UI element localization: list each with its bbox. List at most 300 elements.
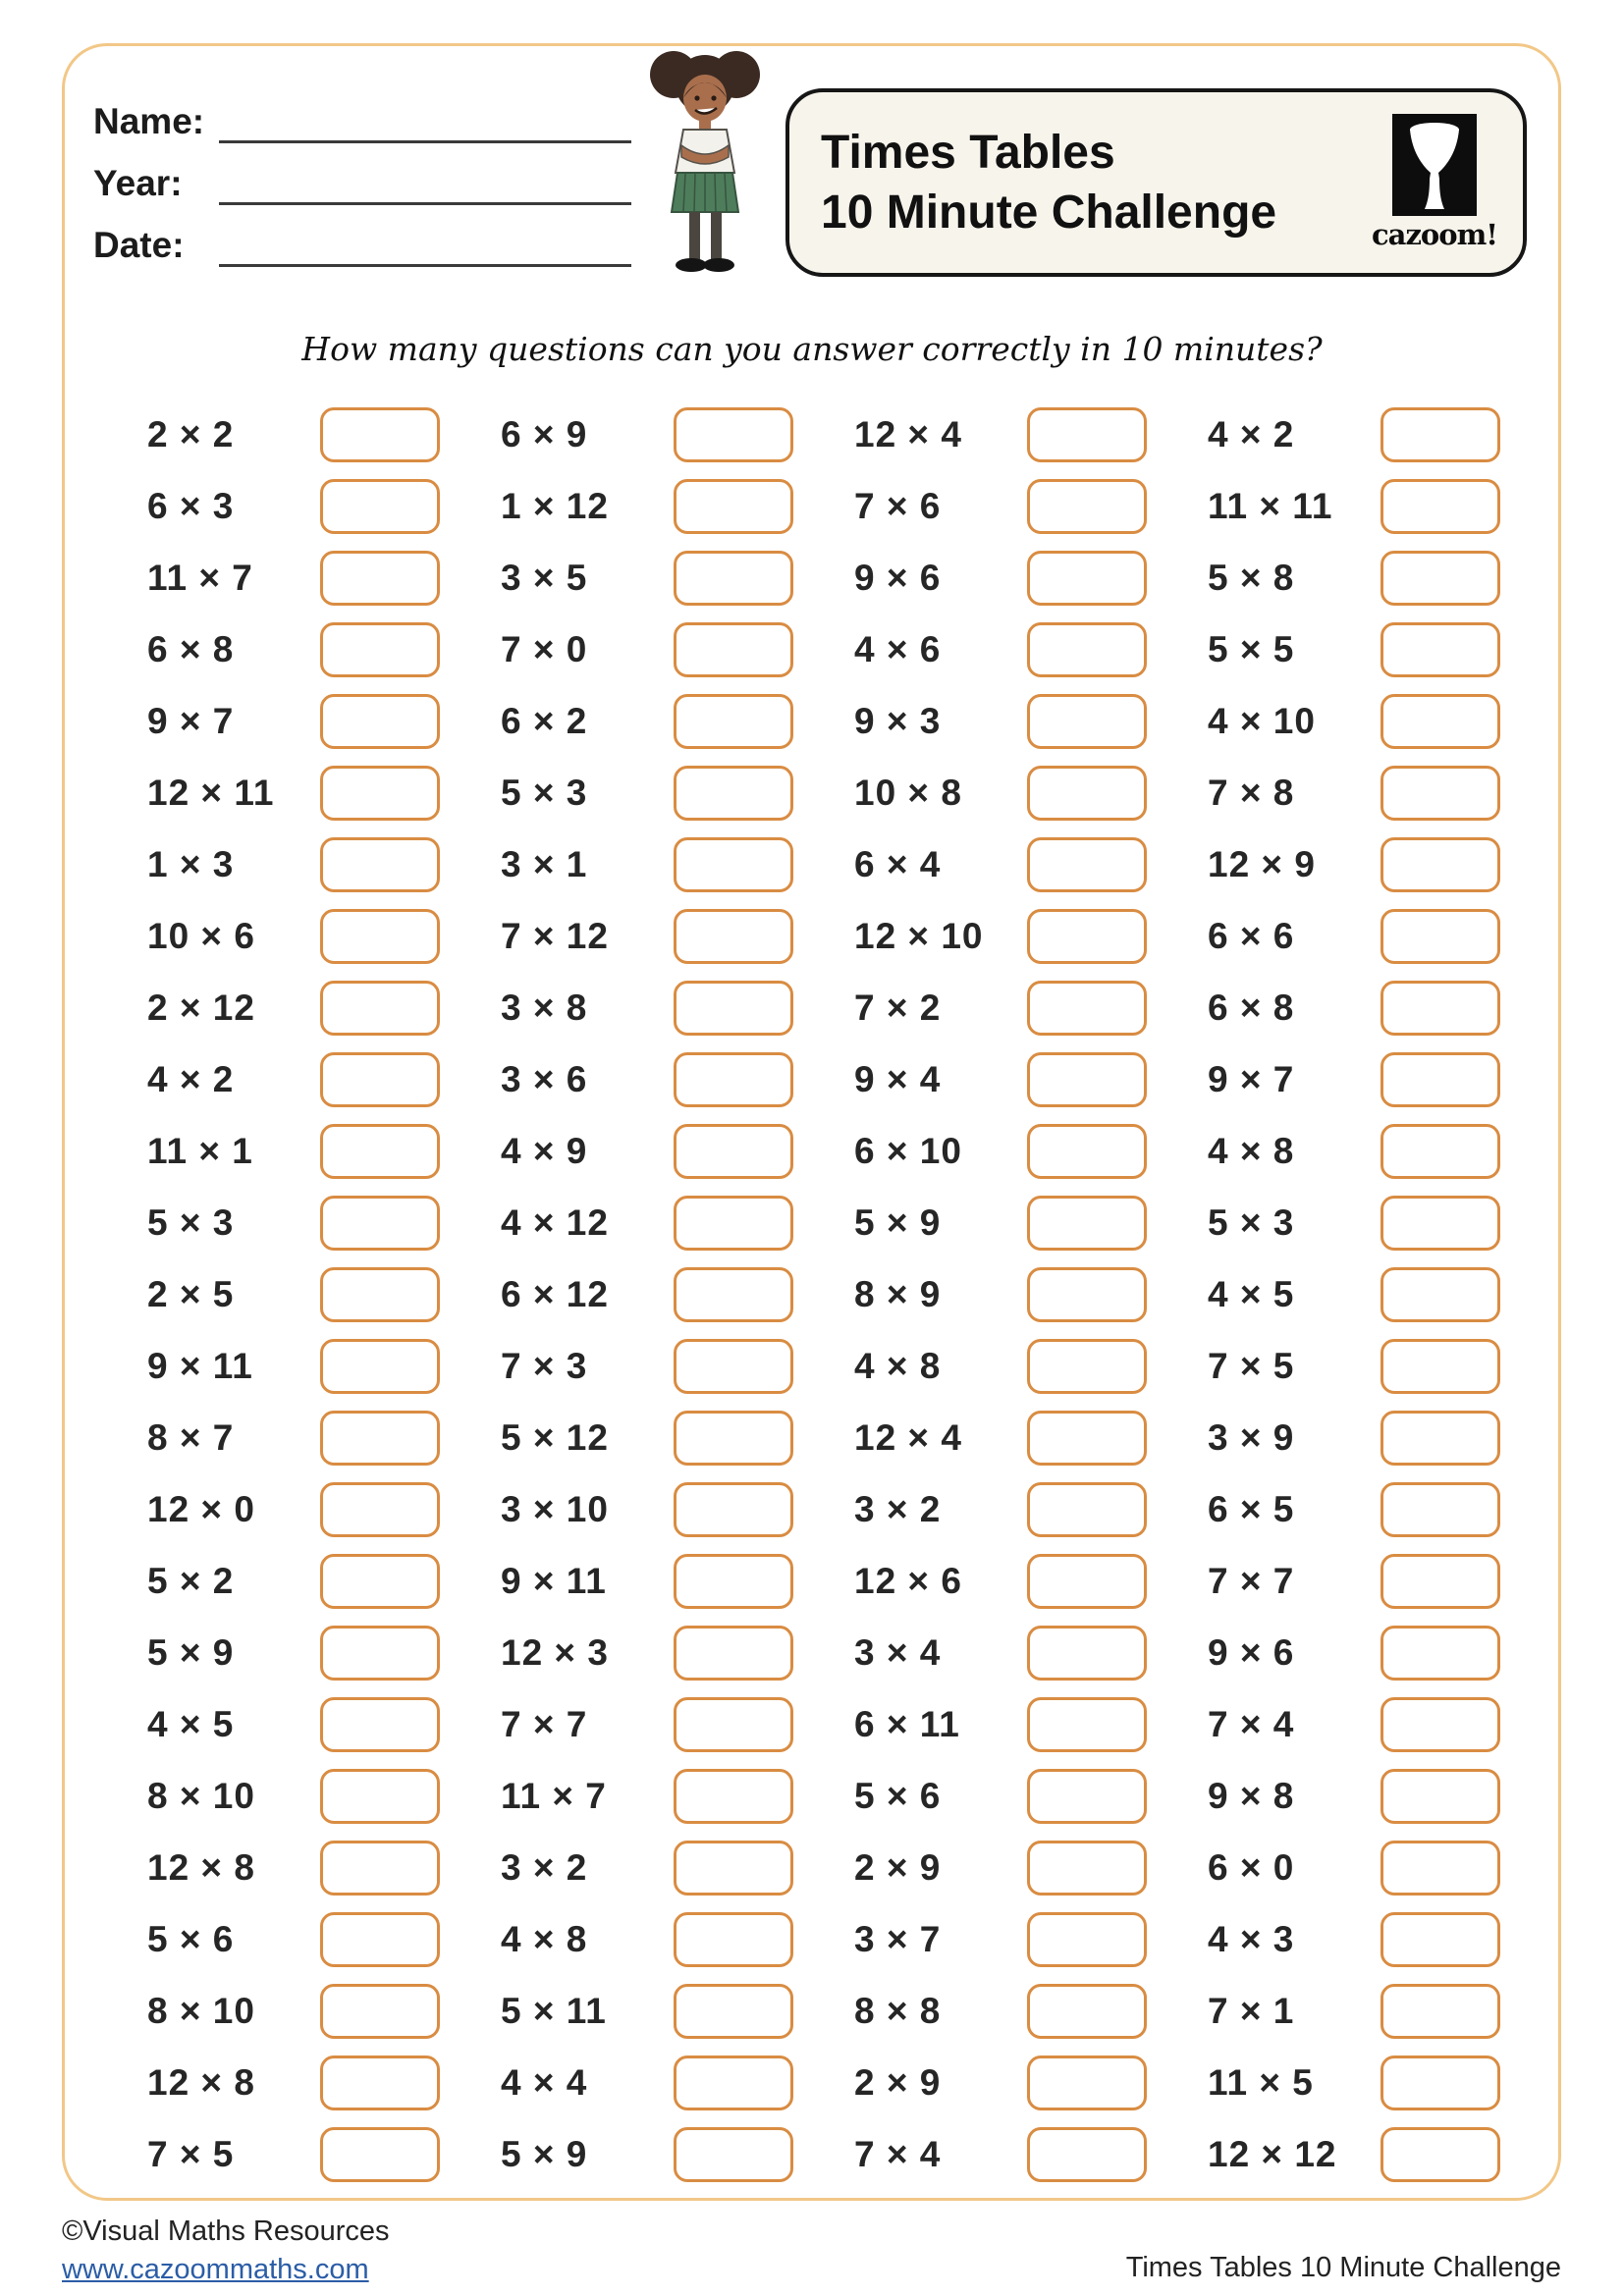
problem-row [1208,542,1561,614]
problem-text: 8 × 8 [854,1990,942,2031]
answer-box[interactable] [1027,622,1147,677]
problem-row [854,1832,1208,1903]
answer-box[interactable] [1380,909,1500,964]
answer-box[interactable] [1027,837,1147,892]
problem-row [1208,614,1561,685]
answer-box[interactable] [1027,1124,1147,1179]
problem-text: 12 × 12 [1208,2133,1337,2174]
problem-text: 6 × 8 [147,628,235,669]
problem-text: 9 × 11 [501,1560,607,1601]
answer-box[interactable] [1027,1841,1147,1896]
problem-text: 4 × 10 [1208,700,1316,741]
problem-row [854,1975,1208,2047]
answer-box[interactable] [320,1124,440,1179]
problem-row [501,1545,854,1617]
problem-text: 12 × 6 [854,1560,962,1601]
problem-text: 4 × 2 [147,1058,235,1099]
problem-text: 3 × 7 [854,1918,942,1959]
answer-box[interactable] [320,1554,440,1609]
answer-box[interactable] [320,2056,440,2110]
problem-text: 10 × 6 [147,915,255,956]
problem-text: 6 × 3 [147,485,235,526]
problem-text: 6 × 0 [1208,1846,1295,1888]
title-line-2: 10 Minute Challenge [821,187,1277,239]
problem-row [147,900,501,972]
problem-text: 11 × 7 [501,1775,607,1816]
problem-row [501,757,854,828]
answer-box[interactable] [1380,479,1500,534]
problem-row [854,399,1208,470]
problem-row [147,1760,501,1832]
problem-text: 7 × 8 [1208,772,1295,813]
name-field-line[interactable] [219,101,631,143]
problem-row [147,1473,501,1545]
answer-box[interactable] [1027,1052,1147,1107]
answer-box[interactable] [1380,1411,1500,1466]
answer-box[interactable] [320,1196,440,1251]
answer-box[interactable] [1027,909,1147,964]
answer-box[interactable] [1380,622,1500,677]
year-label: Year: [93,163,183,203]
answer-box[interactable] [320,1912,440,1967]
problem-row [501,1473,854,1545]
answer-box[interactable] [1380,1267,1500,1322]
problem-row [854,1043,1208,1115]
date-label: Date: [93,225,185,265]
problem-text: 6 × 12 [501,1273,609,1314]
answer-box[interactable] [1027,551,1147,606]
problem-text: 12 × 0 [147,1488,255,1529]
problem-text: 7 × 5 [1208,1345,1295,1386]
problem-text: 6 × 10 [854,1130,962,1171]
problem-row [147,1402,501,1473]
title-box [785,88,1527,277]
problem-row [1208,1402,1561,1473]
answer-box[interactable] [1380,1984,1500,2039]
answer-box[interactable] [320,1052,440,1107]
problem-text: 7 × 0 [501,628,588,669]
problem-row [854,1115,1208,1187]
problem-text: 2 × 12 [147,987,255,1028]
answer-box[interactable] [1027,1554,1147,1609]
problem-row [501,900,854,972]
problem-text: 12 × 4 [854,413,962,454]
problem-row [501,1258,854,1330]
answer-box[interactable] [320,1984,440,2039]
answer-box[interactable] [674,551,793,606]
answer-box[interactable] [1027,694,1147,749]
problem-row [501,1115,854,1187]
answer-box[interactable] [1380,1482,1500,1537]
problem-text: 3 × 2 [854,1488,942,1529]
problem-row [147,1688,501,1760]
problem-text: 11 × 7 [147,557,253,598]
problem-text: 2 × 5 [147,1273,235,1314]
problem-row [501,542,854,614]
problem-row [1208,757,1561,828]
problem-text: 8 × 9 [854,1273,942,1314]
answer-box[interactable] [674,1912,793,1967]
footer-left [62,2213,390,2289]
problem-row [854,1330,1208,1402]
field-row [93,100,631,143]
answer-box[interactable] [320,407,440,462]
answer-box[interactable] [1027,479,1147,534]
problem-text: 5 × 8 [1208,557,1295,598]
answer-box[interactable] [1380,551,1500,606]
answer-box[interactable] [674,1984,793,2039]
problem-row [854,1760,1208,1832]
problem-row [501,1760,854,1832]
problem-row [147,1330,501,1402]
problem-text: 12 × 4 [854,1416,962,1458]
problem-row [1208,685,1561,757]
problem-row [501,828,854,900]
answer-box[interactable] [1380,1554,1500,1609]
problem-text: 2 × 9 [854,1846,942,1888]
answer-box[interactable] [1380,1841,1500,1896]
problem-text: 4 × 4 [501,2061,588,2103]
problem-text: 7 × 4 [854,2133,942,2174]
problem-row [1208,1975,1561,2047]
problem-text: 3 × 5 [501,557,588,598]
answer-box[interactable] [674,622,793,677]
problem-text: 4 × 6 [854,628,942,669]
djembe-drum-icon [1392,114,1477,216]
problem-text: 4 × 3 [1208,1918,1295,1959]
problem-row [854,1473,1208,1545]
problem-text: 7 × 5 [147,2133,235,2174]
problem-row [854,1258,1208,1330]
answer-box[interactable] [674,1196,793,1251]
problem-text: 12 × 9 [1208,843,1316,884]
answer-box[interactable] [1027,1912,1147,1967]
problem-row [147,2118,501,2190]
answer-box[interactable] [674,1411,793,1466]
answer-box[interactable] [674,1052,793,1107]
field-row [93,162,631,205]
subtitle: How many questions can you answer correctly in 10 minutes? [301,330,1323,368]
problem-text: 6 × 2 [501,700,588,741]
answer-box[interactable] [320,1697,440,1752]
problem-row [501,2047,854,2118]
problem-text: 5 × 9 [501,2133,588,2174]
answer-box[interactable] [1027,1482,1147,1537]
answer-box[interactable] [1380,1339,1500,1394]
problem-row [501,1187,854,1258]
problem-row [501,1617,854,1688]
answer-box[interactable] [1027,1697,1147,1752]
problem-row [1208,1545,1561,1617]
problem-text: 6 × 8 [1208,987,1295,1028]
problem-row [854,614,1208,685]
answer-box[interactable] [674,1697,793,1752]
answer-box[interactable] [674,407,793,462]
problem-row [854,542,1208,614]
problem-row [1208,1043,1561,1115]
problem-text: 5 × 9 [854,1201,942,1243]
problem-text: 11 × 5 [1208,2061,1314,2103]
problem-row [854,1617,1208,1688]
problem-text: 7 × 6 [854,485,942,526]
problem-row [501,399,854,470]
problem-row [147,828,501,900]
problem-text: 7 × 1 [1208,1990,1295,2031]
answer-box[interactable] [1380,1124,1500,1179]
cazoom-logo [1372,114,1497,251]
year-field-line[interactable] [219,163,631,205]
answer-box[interactable] [1027,2127,1147,2182]
problem-row [1208,2047,1561,2118]
problem-text: 4 × 12 [501,1201,609,1243]
problem-row [1208,828,1561,900]
problem-row [1208,470,1561,542]
answer-box[interactable] [320,1339,440,1394]
problem-row [147,2047,501,2118]
answer-box[interactable] [320,766,440,821]
problem-row [147,542,501,614]
problem-row [1208,399,1561,470]
answer-box[interactable] [674,1554,793,1609]
student-info-fields [93,100,631,286]
answer-box[interactable] [320,1411,440,1466]
answer-box[interactable] [1380,1697,1500,1752]
problem-row [1208,1688,1561,1760]
answer-box[interactable] [674,1482,793,1537]
title-line-1: Times Tables [821,126,1115,179]
problem-row [1208,1903,1561,1975]
problem-row [854,1187,1208,1258]
problem-row [501,972,854,1043]
cazoom-logo-text: cazoom! [1372,218,1498,251]
problem-text: 9 × 8 [1208,1775,1295,1816]
problem-text: 3 × 8 [501,987,588,1028]
name-label: Name: [93,101,205,141]
problem-text: 1 × 12 [501,485,609,526]
problem-row [854,757,1208,828]
problem-row [501,685,854,757]
answer-box[interactable] [1380,407,1500,462]
answer-box[interactable] [674,981,793,1036]
problem-row [854,828,1208,900]
problem-text: 12 × 8 [147,2061,255,2103]
answer-box[interactable] [1380,1912,1500,1967]
problem-row [854,2118,1208,2190]
answer-box[interactable] [674,1841,793,1896]
answer-box[interactable] [320,837,440,892]
problem-text: 10 × 8 [854,772,962,813]
answer-box[interactable] [320,622,440,677]
answer-box[interactable] [674,766,793,821]
answer-box[interactable] [674,2127,793,2182]
problem-text: 9 × 6 [854,557,942,598]
worksheet-title [821,123,1372,243]
problem-text: 6 × 5 [1208,1488,1295,1529]
problem-text: 5 × 6 [147,1918,235,1959]
problem-text: 2 × 9 [854,2061,942,2103]
problem-text: 8 × 7 [147,1416,235,1458]
problem-text: 5 × 12 [501,1416,609,1458]
problem-row [1208,1258,1561,1330]
answer-box[interactable] [320,981,440,1036]
answer-box[interactable] [320,479,440,534]
problem-row [147,614,501,685]
problem-row [854,2047,1208,2118]
date-field-line[interactable] [219,225,631,267]
problem-row [854,685,1208,757]
problem-row [147,1043,501,1115]
answer-box[interactable] [1380,1626,1500,1681]
problem-row [1208,2118,1561,2190]
answer-box[interactable] [320,1482,440,1537]
answer-box[interactable] [320,1267,440,1322]
problem-text: 11 × 1 [147,1130,253,1171]
problem-row [147,470,501,542]
answer-box[interactable] [320,909,440,964]
problem-row [501,1043,854,1115]
answer-box[interactable] [1027,1411,1147,1466]
problem-text: 7 × 3 [501,1345,588,1386]
answer-box[interactable] [1380,2127,1500,2182]
answer-box[interactable] [320,694,440,749]
answer-box[interactable] [1027,981,1147,1036]
answer-box[interactable] [1380,766,1500,821]
problem-text: 6 × 11 [854,1703,960,1744]
answer-box[interactable] [1027,1339,1147,1394]
answer-box[interactable] [1380,1052,1500,1107]
problem-row [1208,900,1561,972]
problem-text: 5 × 3 [147,1201,235,1243]
problem-text: 7 × 12 [501,915,609,956]
problem-row [147,1832,501,1903]
problem-row [147,1545,501,1617]
answer-box[interactable] [674,909,793,964]
answer-box[interactable] [320,1626,440,1681]
problem-text: 6 × 6 [1208,915,1295,956]
answer-box[interactable] [320,551,440,606]
answer-box[interactable] [674,694,793,749]
field-row [93,224,631,267]
answer-box[interactable] [674,1339,793,1394]
problem-text: 3 × 4 [854,1631,942,1673]
problem-text: 9 × 7 [1208,1058,1295,1099]
problem-text: 5 × 3 [1208,1201,1295,1243]
answer-box[interactable] [320,1841,440,1896]
problem-row [1208,1330,1561,1402]
problem-text: 5 × 2 [147,1560,235,1601]
problem-row [147,1258,501,1330]
answer-box[interactable] [320,1769,440,1824]
problem-text: 4 × 5 [1208,1273,1295,1314]
problem-text: 7 × 7 [1208,1560,1295,1601]
problem-text: 6 × 4 [854,843,942,884]
problem-text: 3 × 1 [501,843,588,884]
problems-grid [147,399,1561,2190]
answer-box[interactable] [1027,407,1147,462]
problem-text: 7 × 7 [501,1703,588,1744]
problem-row [1208,1760,1561,1832]
problem-row [854,470,1208,542]
problem-row [147,1617,501,1688]
problem-row [1208,1832,1561,1903]
problem-row [1208,1617,1561,1688]
problem-row [854,900,1208,972]
problem-row [501,1688,854,1760]
answer-box[interactable] [1380,2056,1500,2110]
answer-box[interactable] [1380,694,1500,749]
answer-box[interactable] [1027,766,1147,821]
problem-text: 8 × 10 [147,1775,255,1816]
problem-row [854,1402,1208,1473]
answer-box[interactable] [674,837,793,892]
problem-text: 5 × 3 [501,772,588,813]
problem-text: 8 × 10 [147,1990,255,2031]
answer-box[interactable] [674,479,793,534]
problem-text: 4 × 2 [1208,413,1295,454]
problem-text: 1 × 3 [147,843,235,884]
website-link[interactable]: www.cazoommaths.com [62,2254,369,2286]
answer-box[interactable] [1027,2056,1147,2110]
answer-box[interactable] [1380,1769,1500,1824]
problem-text: 4 × 9 [501,1130,588,1171]
problem-text: 12 × 3 [501,1631,609,1673]
problem-text: 12 × 11 [147,772,275,813]
answer-box[interactable] [1027,1769,1147,1824]
problem-text: 11 × 11 [1208,485,1333,526]
problem-text: 7 × 4 [1208,1703,1295,1744]
copyright-text: ©Visual Maths Resources [62,2216,390,2247]
answer-box[interactable] [1027,1196,1147,1251]
problem-text: 3 × 2 [501,1846,588,1888]
answer-box[interactable] [1027,1984,1147,2039]
answer-box[interactable] [674,1626,793,1681]
problem-row [147,1903,501,1975]
answer-box[interactable] [674,1124,793,1179]
answer-box[interactable] [1380,1196,1500,1251]
problem-text: 12 × 8 [147,1846,255,1888]
problem-text: 4 × 8 [854,1345,942,1386]
problem-text: 9 × 4 [854,1058,942,1099]
problem-text: 2 × 2 [147,413,235,454]
problem-row [1208,1187,1561,1258]
problem-row [147,1187,501,1258]
problem-row [1208,1115,1561,1187]
problem-row [854,1688,1208,1760]
problem-text: 7 × 2 [854,987,942,1028]
answer-box[interactable] [674,1267,793,1322]
problem-row [147,757,501,828]
answer-box[interactable] [320,2127,440,2182]
answer-box[interactable] [1027,1267,1147,1322]
answer-box[interactable] [1027,1626,1147,1681]
answer-box[interactable] [674,2056,793,2110]
answer-box[interactable] [1380,981,1500,1036]
problem-row [501,1402,854,1473]
problem-row [1208,972,1561,1043]
problem-row [501,1903,854,1975]
problem-text: 9 × 3 [854,700,942,741]
answer-box[interactable] [674,1769,793,1824]
problem-text: 4 × 8 [1208,1130,1295,1171]
problem-row [501,2118,854,2190]
problem-row [147,685,501,757]
problem-row [147,399,501,470]
answer-box[interactable] [1380,837,1500,892]
problem-text: 4 × 5 [147,1703,235,1744]
problem-text: 3 × 9 [1208,1416,1295,1458]
problem-row [854,972,1208,1043]
problem-text: 6 × 9 [501,413,588,454]
